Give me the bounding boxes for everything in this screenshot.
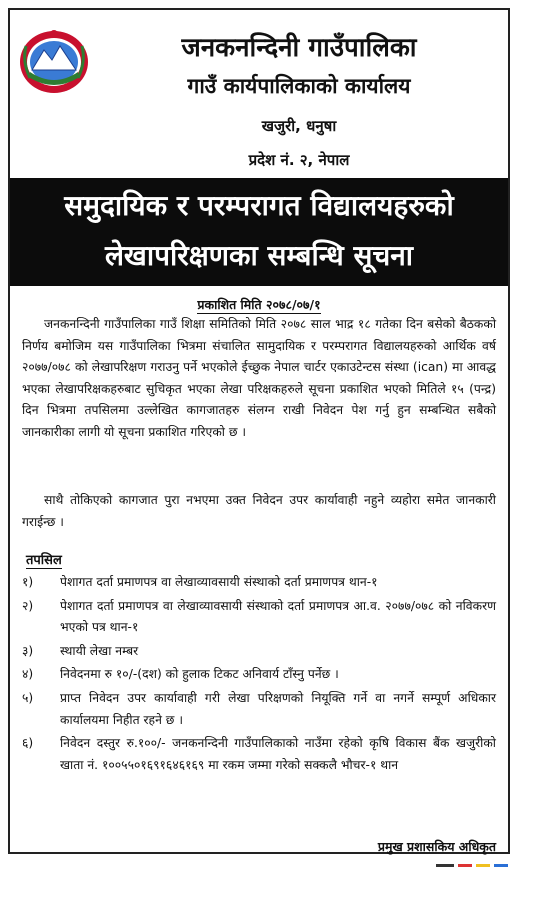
decorative-bar-dark — [436, 864, 454, 867]
list-item — [22, 733, 496, 776]
tapasil-heading — [26, 550, 62, 568]
municipality-title: जनकनन्दिनी गाउँपालिका — [181, 33, 417, 63]
notice-paragraph-2: साथै तोकिएको कागजात पुरा नभएमा उक्त निवेदन उपर कार्यावाही नहुने व्यहोरा समेत जानकारी गराईन्छ । — [22, 493, 496, 529]
notice-document — [8, 8, 510, 854]
published-date — [10, 296, 508, 313]
list-item-number: १) — [22, 575, 34, 589]
list-item-text: निवेदनमा रु १०/-(दश) को हुलाक टिकट अनिवार्य टाँस्नु पर्नेछ । — [60, 667, 339, 682]
province-label: प्रदेश नं. २, नेपाल — [248, 151, 350, 169]
list-item-text: निवेदन दस्तुर रु.१००/- जनकनन्दिनी गाउँपालिकाको नाउँमा रहेको कृषि विकास बैंक खजुरीको खाता नं. १००५५०१६९१६४६१६९ मा रकम जम्मा गरेको सक्कलै भौचर-१ थान — [60, 736, 496, 772]
list-item — [22, 596, 496, 639]
published-date-text: प्रकाशित मिति २०७८/०७/१ — [197, 297, 321, 312]
list-item — [22, 688, 496, 731]
banner-line-2: लेखापरिक्षणका सम्बन्धि सूचना — [104, 239, 414, 272]
notice-paragraph-1: जनकनन्दिनी गाउँपालिका गाउँ शिक्षा समितिको मिति २०७८ साल भाद्र १८ गतेका दिन बसेको बैठकको निर्णय बमोजिम यस गाउँपालिका भित्रमा संचालित सामुदायिक र परम्परागत विद्यालयहरुको आर्थिक वर्ष २०७७/०७८ को लेखापरिक्षण गराउनु पर्ने भएकोले ईच्छुक नेपाल चार्टर एकाउटेन्टस संस्था (ican) मा आवद्ध भएका लेखापरिक्षकहरुबाट सुचिकृत भएका लेखा परिक्षकहरुले सूचना प्रकाशित भएको मितिले १५ (पन्द्र) दिन भित्रमा तपसिलमा उल्लेखित कागजातहरु संलग्न राखी निवेदन पेश गर्नु हुन सम्बन्धित सबैको जानकारीका लागी यो सूचना प्रकाशित गरिएको छ । — [22, 317, 496, 439]
nepal-emblem-logo — [16, 26, 92, 96]
list-item-text: पेशागत दर्ता प्रमाणपत्र वा लेखाव्यावसायी संस्थाको दर्ता प्रमाणपत्र थान-१ — [60, 575, 378, 589]
list-item-number: २) — [22, 598, 34, 613]
list-item-text: प्राप्त निवेदन उपर कार्यावाही गरी लेखा परिक्षणको नियूक्ति गर्ने वा नगर्ने सम्पूर्ण अधिकार कार्यालयमा निहीत रहने छ । — [60, 690, 496, 727]
list-item — [22, 572, 496, 594]
list-item-number: ४) — [22, 667, 34, 682]
requirements-list — [22, 572, 496, 778]
signatory-title: प्रमुख प्रशासकिय अधिकृत — [377, 839, 496, 854]
tapasil-heading-text: तपसिल — [26, 553, 62, 568]
list-item-number: ६) — [22, 736, 34, 751]
list-item-text: स्थायी लेखा नम्बर — [60, 643, 139, 658]
list-item-number: ५) — [22, 690, 34, 705]
notice-title-banner — [10, 178, 508, 286]
list-item — [22, 664, 496, 686]
decorative-bar-blue — [494, 864, 508, 867]
decorative-bar-yellow — [476, 864, 490, 867]
office-location: खजुरी, धनुषा — [261, 117, 337, 135]
list-item-number: ३) — [22, 643, 34, 658]
decorative-bar-red — [458, 864, 472, 867]
banner-line-1: समुदायिक र परम्परागत विद्यालयहरुको — [64, 189, 454, 222]
office-name: गाउँ कार्यपालिकाको कार्यालय — [187, 74, 411, 98]
list-item-text: पेशागत दर्ता प्रमाणपत्र वा लेखाव्यावसायी संस्थाको दर्ता प्रमाणपत्र आ.व. २०७७/०७८ को नविकरण भएको पत्र थान-१ — [60, 598, 496, 635]
list-item — [22, 641, 496, 663]
